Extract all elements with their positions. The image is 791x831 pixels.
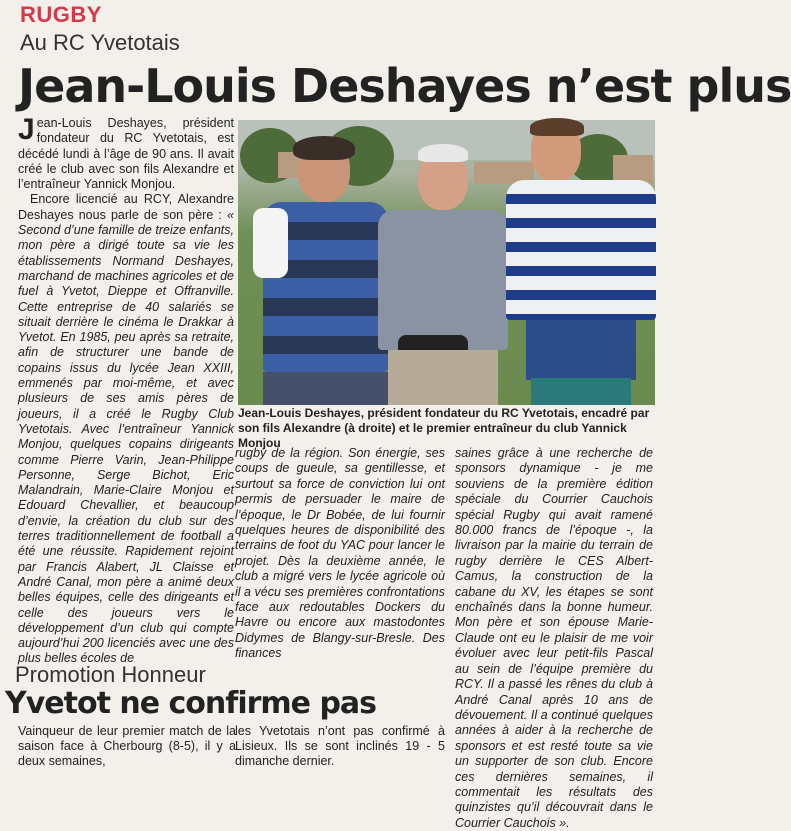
- kicker: Au RC Yvetotais: [20, 30, 180, 55]
- person-left: [253, 140, 393, 405]
- column-3-text: saines grâce à une recherche de sponsors dynamique - je me souviens de la première édition spéciale du Courrier Cauchois spécial Rugby qui avait ramené 80.000 francs de l’époque -, la livraison par la mairie du terrain de rugby derrière le CES Albert-Camus, la construction de la cabane du XV, les étapes se sont enchaînés dans la bonne humeur. Mon père et son épouse Marie-Claude ont eu le plaisir de me voir évoluer avec leur petit-fils Pascal au sein de l’équipe première du RCY. Il a passé les rênes du club à André Canal après 10 ans de dévouement. Il a continué quelques années à aider à la recherche de sponsors et est resté toute sa vie un supporter de son club. Encore ces dernières semaines, il commentait les résultats des quinzistes qu’il découvrait dans le Courrier Cauchois ».: [455, 446, 653, 830]
- article-photo: [238, 120, 655, 405]
- brief-column-1: Vainqueur de leur premier match de la saison face à Cherbourg (8-5), il y a deux semaines,: [18, 724, 236, 768]
- brief-column-2: les Yvetotais n’ont pas confirmé à Lisieux. Ils se sont inclinés 19 - 5 dimanche dernier.: [235, 724, 445, 768]
- quote-lead: Encore licencié au RCY, Alexandre Deshayes nous parle de son père :: [18, 192, 234, 222]
- column-2-text: rugby de la région. Son énergie, ses coups de gueule, sa gentillesse, et surtout sa force de conviction lui ont permis de persuader le maire de l’époque, le Dr Bobée, de lui fournir quelques heures de disponibilité des terrains de foot du YAC pour lancer le projet. Dès la deuxième année, le club a migré vers le lycée agricole où il a vécu ses premières confrontations face aux redoutables Dockers du Havre ou encore aux mastodontes Didymes de Blangy-sur-Bresle. Des finances: [235, 446, 445, 661]
- sub-headline: Yvetot ne confirme pas: [5, 686, 377, 721]
- intro-paragraph: ean-Louis Deshayes, président fondateur du RC Yvetotais, est décédé lundi à l’âge de 90 ans. Il avait créé le club avec son fils Alexandre et l’entraîneur Yannick Monjou.: [18, 116, 234, 192]
- headline: Jean-Louis Deshayes n’est plus: [18, 59, 791, 113]
- section-label: RUGBY: [20, 2, 102, 27]
- person-right: [506, 120, 656, 405]
- article-column-2: [235, 446, 445, 662]
- person-middle: [378, 140, 508, 405]
- subsection-label: Promotion Honneur: [15, 662, 206, 687]
- article-column-1: [18, 113, 234, 667]
- bleed-through-text: [250, 0, 660, 60]
- quote-text: « Second d’une famille de treize enfants, mon père a dirigé toute sa vie les établissements Normand Deshayes, marchand de machines agricoles et de fuel à Yvetot, Dieppe et Offranville. Cette entreprise de 40 salariés se situait derrière le cinéma le Drakkar à Yvetot. En 1985, peu après sa retraite, afin de structurer une bande de copains issus du lycée Jean XXIII, emmenés par moi-même, et avec plusieurs de ses amis pères de joueurs, il a créé le Rugby Club Yvetotais. Avec l’entraîneur Yannick Monjou, quelques copains dirigeants comme Pierre Varin, Jean-Philippe Personne, Serge Bichot, Eric Malandrain, Marie-Claire Monjou et Edouard Chevallier, et beaucoup d’envie, la création du club sur des terres traditionnellement de football a été une réussite. Rapidement rejoint par Francis Alabert, JL Claisse et André Canal, mon père a animé deux belles équipes, celle des dirigeants et celle des joueurs vers le développement d’un club qui compte aujourd’hui 200 licenciés avec une des plus belles écoles de: [18, 207, 234, 666]
- dropcap: J: [18, 113, 35, 146]
- article-column-3: [455, 446, 653, 831]
- photo-caption: Jean-Louis Deshayes, président fondateur du RC Yvetotais, encadré par son fils Alexandre (à droite) et le premier entraîneur du club Yannick Monjou: [238, 406, 650, 450]
